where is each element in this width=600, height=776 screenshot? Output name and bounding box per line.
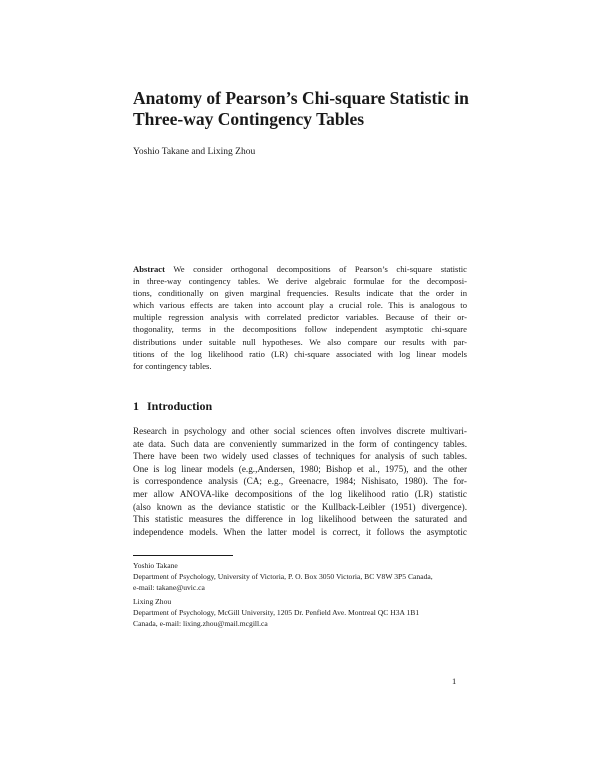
title-line: Three-way Contingency Tables [133,109,365,129]
body-line: There have been two widely used classes of techniques for analysis of such tables. [133,451,467,462]
abstract-line-text: We consider orthogonal decompositions of Pearson’s chi-square statistic [164,264,467,274]
abstract-line: thogonality, terms in the decompositions follow independent asymptotic chi-square [133,324,467,335]
section-title: Introduction [147,399,213,413]
abstract-line: tions, conditionally on given marginal frequencies. Results indicate that the order in [133,288,467,299]
abstract-line: in three-way contingency tables. We derive algebraic formulae for the decomposi- [133,276,467,287]
abstract-line: which various effects are taken into account play a crucial role. This is analogous to [133,300,467,311]
author-list: Yoshio Takane and Lixing Zhou [133,147,256,157]
paper-title [133,88,473,130]
abstract [133,263,467,372]
abstract-line: distributions under suitable null hypotheses. We also compare our results with par- [133,336,467,347]
abstract-line: multiple regression analysis with correlated predictor variables. Because of their or- [133,312,467,323]
footnote-affiliation: Department of Psychology, University of Victoria, P. O. Box 3050 Victoria, BC V8W 3P5 Canada, [133,572,433,581]
footnote-name: Lixing Zhou [133,597,172,606]
abstract-line: for contingency tables. [133,360,212,371]
abstract-line: titions of the log likelihood ratio (LR) chi-square associated with log linear models [133,348,467,359]
footnote-author-2 [133,596,467,629]
body-paragraph [133,425,467,538]
footnote-author-1 [133,560,467,593]
body-line: Research in psychology and other social sciences often involves discrete multivari- [133,426,467,436]
footnote-name: Yoshio Takane [133,561,178,570]
footnote-email: e-mail: takane@uvic.ca [133,583,205,592]
abstract-line [133,263,467,275]
body-line: ate data. Such data are conveniently summarized in the form of contingency tables. [133,438,467,449]
abstract-label: Abstract [133,264,165,274]
title-line: Anatomy of Pearson’s Chi-square Statistic in [133,88,469,108]
body-line: One is log linear models (e.g.,Andersen, 1980; Bishop et al., 1975), and the other [133,463,467,474]
body-line: This statistic measures the difference in log likelihood between the saturated and [133,514,467,525]
body-line: mer allow ANOVA-like decompositions of the log likelihood ratio (LR) statistic [133,488,467,499]
footnote-divider [133,555,233,556]
section-number: 1 [133,399,139,413]
body-line: (also known as the deviance statistic or the Kullback-Leibler (1951) divergence). [133,501,467,512]
footnote-affiliation: Department of Psychology, McGill University, 1205 Dr. Penfield Ave. Montreal QC H3A 1B1 [133,608,420,617]
page-number: 1 [452,676,457,686]
body-line: is correspondence analysis (CA; e.g., Greenacre, 1984; Nishisato, 1980). The for- [133,476,467,487]
footnote-email: Canada, e-mail: lixing.zhou@mail.mcgill.ca [133,619,268,628]
section-heading [133,399,212,414]
body-line: independence models. When the latter model is correct, it follows the asymptotic [133,526,467,537]
